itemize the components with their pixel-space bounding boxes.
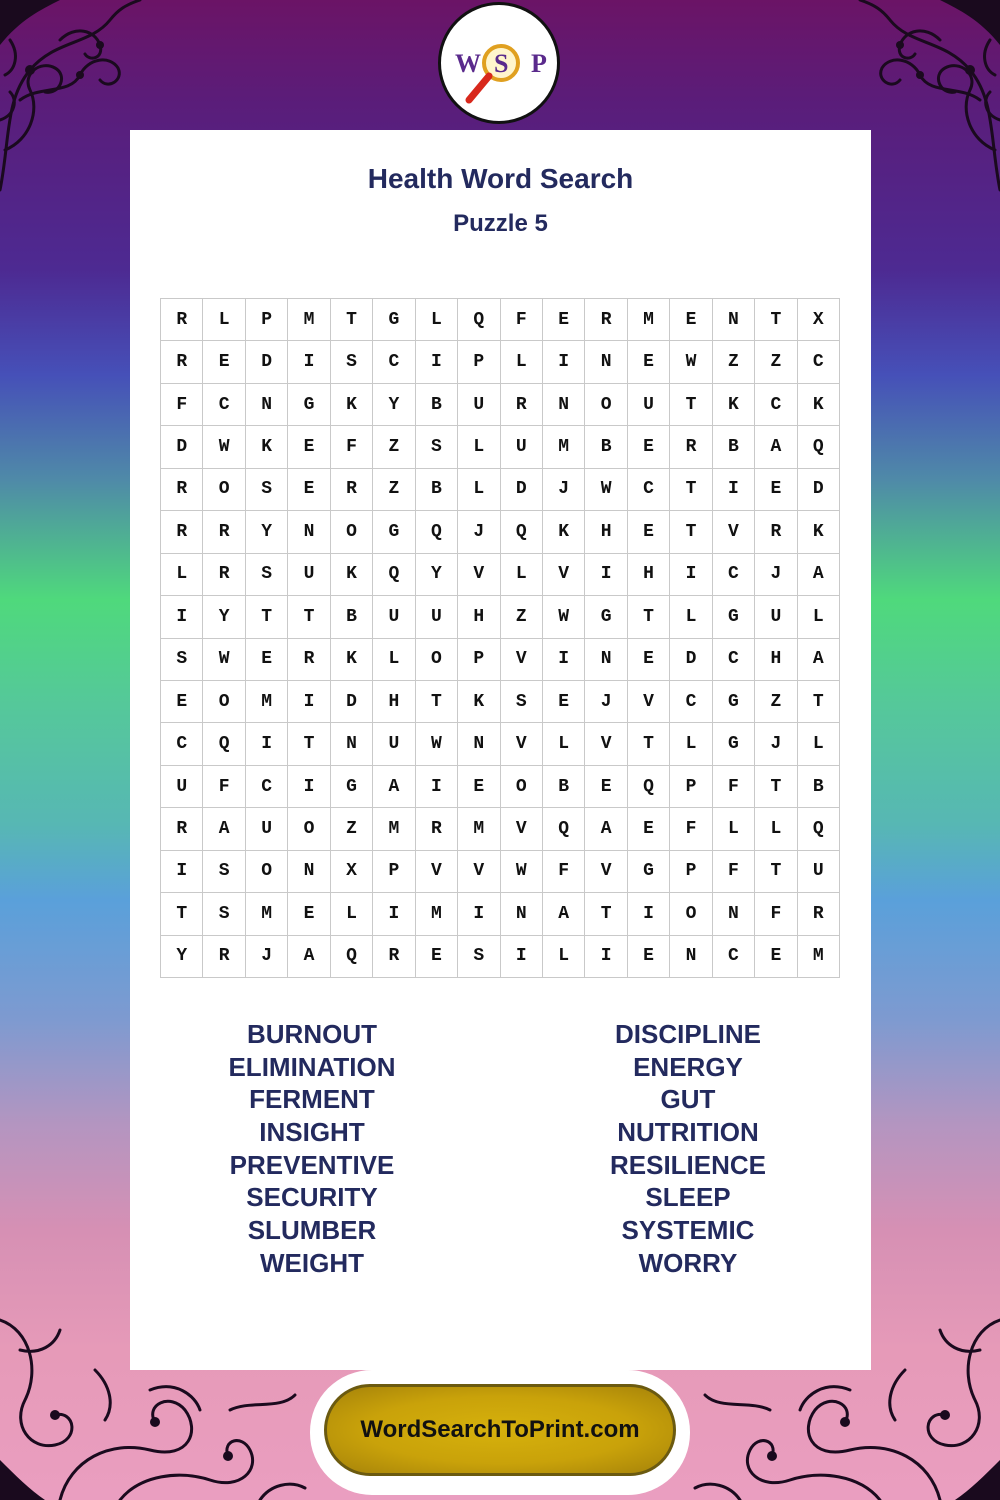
grid-cell[interactable]: S <box>458 936 500 978</box>
grid-cell[interactable]: K <box>798 511 840 553</box>
grid-cell[interactable]: Z <box>755 681 797 723</box>
grid-cell[interactable]: D <box>670 639 712 681</box>
grid-cell[interactable]: I <box>585 554 627 596</box>
grid-cell[interactable]: Z <box>331 808 373 850</box>
grid-cell[interactable]: Q <box>416 511 458 553</box>
grid-cell[interactable]: A <box>755 426 797 468</box>
word-list-item: PREVENTIVE <box>229 1149 395 1180</box>
word-list-item: ELIMINATION <box>228 1051 396 1082</box>
grid-cell[interactable]: K <box>331 554 373 596</box>
grid-cell[interactable]: R <box>161 511 203 553</box>
grid-cell[interactable]: R <box>203 511 245 553</box>
grid-cell[interactable]: E <box>543 299 585 341</box>
grid-cell[interactable]: R <box>203 936 245 978</box>
grid-cell[interactable]: J <box>755 554 797 596</box>
grid-cell[interactable]: T <box>628 723 670 765</box>
grid-cell[interactable]: E <box>628 511 670 553</box>
grid-cell[interactable]: E <box>543 681 585 723</box>
grid-cell[interactable]: O <box>670 893 712 935</box>
grid-cell[interactable]: N <box>288 851 330 893</box>
grid-cell[interactable]: O <box>246 851 288 893</box>
grid-cell[interactable]: L <box>755 808 797 850</box>
grid-cell[interactable]: G <box>713 723 755 765</box>
grid-cell[interactable]: T <box>670 511 712 553</box>
grid-cell[interactable]: W <box>203 639 245 681</box>
grid-cell[interactable]: W <box>585 469 627 511</box>
grid-cell[interactable]: V <box>501 808 543 850</box>
grid-cell[interactable]: V <box>713 511 755 553</box>
grid-cell[interactable]: Q <box>628 766 670 808</box>
word-list-item: SECURITY <box>246 1182 378 1213</box>
word-list-item: GUT <box>660 1084 716 1115</box>
grid-cell[interactable]: U <box>798 851 840 893</box>
grid-cell[interactable]: I <box>373 893 415 935</box>
grid-cell[interactable]: N <box>501 893 543 935</box>
grid-cell[interactable]: T <box>288 723 330 765</box>
grid-cell[interactable]: T <box>755 851 797 893</box>
grid-cell[interactable]: M <box>628 299 670 341</box>
grid-cell[interactable]: J <box>246 936 288 978</box>
word-list-right <box>503 1018 873 1280</box>
grid-cell[interactable]: J <box>543 469 585 511</box>
grid-cell[interactable]: G <box>373 299 415 341</box>
grid-cell[interactable]: F <box>670 808 712 850</box>
grid-cell[interactable]: R <box>161 299 203 341</box>
grid-cell[interactable]: U <box>373 596 415 638</box>
grid-cell[interactable]: J <box>585 681 627 723</box>
grid-cell[interactable]: L <box>501 341 543 383</box>
grid-cell[interactable]: A <box>288 936 330 978</box>
grid-cell[interactable]: A <box>203 808 245 850</box>
grid-cell[interactable]: Q <box>798 808 840 850</box>
puzzle-title: Health Word Search <box>367 163 634 194</box>
grid-cell[interactable]: K <box>543 511 585 553</box>
grid-cell[interactable]: D <box>246 341 288 383</box>
grid-cell[interactable]: K <box>331 384 373 426</box>
grid-cell[interactable]: J <box>458 511 500 553</box>
grid-cell[interactable]: E <box>628 808 670 850</box>
grid-cell[interactable]: L <box>458 469 500 511</box>
grid-cell[interactable]: G <box>331 766 373 808</box>
grid-cell[interactable]: R <box>161 341 203 383</box>
grid-cell[interactable]: A <box>585 808 627 850</box>
grid-cell[interactable]: I <box>161 596 203 638</box>
grid-cell[interactable]: L <box>798 723 840 765</box>
grid-cell[interactable]: Q <box>203 723 245 765</box>
grid-cell[interactable]: E <box>755 469 797 511</box>
grid-cell[interactable]: I <box>416 341 458 383</box>
grid-cell[interactable]: M <box>798 936 840 978</box>
grid-cell[interactable]: E <box>458 766 500 808</box>
grid-cell[interactable]: L <box>458 426 500 468</box>
word-list-item: INSIGHT <box>259 1117 365 1148</box>
grid-cell[interactable]: I <box>543 639 585 681</box>
grid-cell[interactable]: C <box>161 723 203 765</box>
grid-cell[interactable]: C <box>670 681 712 723</box>
grid-cell[interactable]: T <box>755 766 797 808</box>
grid-cell[interactable]: V <box>416 851 458 893</box>
grid-cell[interactable]: T <box>628 596 670 638</box>
grid-cell[interactable]: B <box>713 426 755 468</box>
grid-cell[interactable]: L <box>713 808 755 850</box>
grid-cell[interactable]: P <box>458 639 500 681</box>
grid-cell[interactable]: L <box>670 723 712 765</box>
grid-cell[interactable]: B <box>331 596 373 638</box>
grid-cell[interactable]: Z <box>373 469 415 511</box>
grid-cell[interactable]: Q <box>331 936 373 978</box>
grid-cell[interactable]: P <box>670 851 712 893</box>
grid-cell[interactable]: R <box>203 554 245 596</box>
grid-cell[interactable]: U <box>755 596 797 638</box>
grid-cell[interactable]: O <box>585 384 627 426</box>
grid-cell[interactable]: M <box>543 426 585 468</box>
grid-cell[interactable]: N <box>543 384 585 426</box>
grid-cell[interactable]: M <box>458 808 500 850</box>
grid-cell[interactable]: Y <box>416 554 458 596</box>
grid-cell[interactable]: K <box>458 681 500 723</box>
grid-cell[interactable]: Q <box>543 808 585 850</box>
grid-cell[interactable]: E <box>288 469 330 511</box>
grid-cell[interactable]: F <box>713 766 755 808</box>
grid-cell[interactable]: L <box>373 639 415 681</box>
grid-cell[interactable]: R <box>416 808 458 850</box>
word-list-item: NUTRITION <box>617 1117 759 1148</box>
grid-cell[interactable]: P <box>458 341 500 383</box>
grid-cell[interactable]: F <box>161 384 203 426</box>
grid-cell[interactable]: L <box>501 554 543 596</box>
grid-cell[interactable]: D <box>798 469 840 511</box>
grid-cell[interactable]: L <box>203 299 245 341</box>
grid-cell[interactable]: E <box>288 893 330 935</box>
grid-cell[interactable]: L <box>798 596 840 638</box>
grid-cell[interactable]: T <box>670 384 712 426</box>
grid-cell[interactable]: H <box>628 554 670 596</box>
grid-cell[interactable]: I <box>246 723 288 765</box>
grid-cell[interactable]: B <box>416 384 458 426</box>
logo-letter-w: W <box>455 49 481 78</box>
grid-cell[interactable]: U <box>288 554 330 596</box>
grid-cell[interactable]: W <box>543 596 585 638</box>
grid-cell[interactable]: N <box>585 341 627 383</box>
site-logo[interactable] <box>438 2 560 124</box>
grid-cell[interactable]: H <box>373 681 415 723</box>
grid-cell[interactable]: P <box>373 851 415 893</box>
grid-cell[interactable]: Q <box>501 511 543 553</box>
grid-cell[interactable]: V <box>501 723 543 765</box>
word-list-item: SYSTEMIC <box>621 1215 755 1246</box>
grid-cell[interactable]: D <box>501 469 543 511</box>
grid-cell[interactable]: R <box>670 426 712 468</box>
grid-cell[interactable]: G <box>628 851 670 893</box>
grid-cell[interactable]: R <box>161 469 203 511</box>
puzzle-subtitle: Puzzle 5 <box>453 210 548 237</box>
grid-cell[interactable]: I <box>501 936 543 978</box>
word-list-item: WEIGHT <box>260 1247 364 1278</box>
grid-cell[interactable]: I <box>628 893 670 935</box>
grid-cell[interactable]: G <box>713 681 755 723</box>
grid-cell[interactable]: G <box>288 384 330 426</box>
grid-cell[interactable]: E <box>755 936 797 978</box>
grid-cell[interactable]: U <box>161 766 203 808</box>
grid-cell[interactable]: C <box>628 469 670 511</box>
grid-cell[interactable]: O <box>416 639 458 681</box>
grid-cell[interactable]: F <box>203 766 245 808</box>
grid-cell[interactable]: H <box>755 639 797 681</box>
grid-cell[interactable]: L <box>670 596 712 638</box>
grid-cell[interactable]: L <box>331 893 373 935</box>
grid-cell[interactable]: F <box>755 893 797 935</box>
grid-cell[interactable]: S <box>161 639 203 681</box>
grid-cell[interactable]: N <box>585 639 627 681</box>
grid-cell[interactable]: O <box>331 511 373 553</box>
grid-cell[interactable]: B <box>543 766 585 808</box>
grid-cell[interactable]: D <box>331 681 373 723</box>
grid-cell[interactable]: S <box>246 469 288 511</box>
footer-oval <box>310 1370 690 1495</box>
grid-cell[interactable]: L <box>416 299 458 341</box>
grid-cell[interactable]: T <box>331 299 373 341</box>
word-list-item: FERMENT <box>249 1084 375 1115</box>
word-list-item: WORRY <box>638 1247 738 1278</box>
grid-cell[interactable]: U <box>628 384 670 426</box>
corner-ornament-top-left <box>0 0 150 200</box>
grid-cell[interactable]: B <box>798 766 840 808</box>
grid-cell[interactable]: E <box>203 341 245 383</box>
grid-cell[interactable]: N <box>670 936 712 978</box>
puzzle-card <box>130 130 871 1370</box>
grid-cell[interactable]: I <box>713 469 755 511</box>
grid-cell[interactable]: R <box>331 469 373 511</box>
grid-cell[interactable]: I <box>416 766 458 808</box>
grid-cell[interactable]: I <box>288 766 330 808</box>
grid-cell[interactable]: X <box>798 299 840 341</box>
grid-cell[interactable]: I <box>288 341 330 383</box>
grid-cell[interactable]: S <box>331 341 373 383</box>
grid-cell[interactable]: T <box>670 469 712 511</box>
grid-cell[interactable]: N <box>246 384 288 426</box>
grid-cell[interactable]: J <box>755 723 797 765</box>
grid-cell[interactable]: L <box>161 554 203 596</box>
grid-cell[interactable]: V <box>458 554 500 596</box>
grid-cell[interactable]: U <box>501 426 543 468</box>
grid-cell[interactable]: T <box>798 681 840 723</box>
grid-cell[interactable]: Z <box>713 341 755 383</box>
grid-cell[interactable]: A <box>543 893 585 935</box>
grid-cell[interactable]: E <box>585 766 627 808</box>
grid-cell[interactable]: F <box>501 299 543 341</box>
grid-cell[interactable]: T <box>246 596 288 638</box>
grid-cell[interactable]: R <box>161 808 203 850</box>
grid-cell[interactable]: K <box>246 426 288 468</box>
grid-cell[interactable]: F <box>543 851 585 893</box>
grid-cell[interactable]: Z <box>373 426 415 468</box>
grid-cell[interactable]: Y <box>203 596 245 638</box>
grid-cell[interactable]: R <box>373 936 415 978</box>
grid-cell[interactable]: R <box>585 299 627 341</box>
grid-cell[interactable]: C <box>798 341 840 383</box>
grid-cell[interactable]: S <box>203 851 245 893</box>
grid-cell[interactable]: Q <box>458 299 500 341</box>
grid-cell[interactable]: I <box>458 893 500 935</box>
grid-cell[interactable]: E <box>288 426 330 468</box>
grid-cell[interactable]: Z <box>501 596 543 638</box>
grid-cell[interactable]: N <box>713 893 755 935</box>
grid-cell[interactable]: V <box>501 639 543 681</box>
grid-cell[interactable]: C <box>713 554 755 596</box>
grid-cell[interactable]: E <box>246 639 288 681</box>
site-link-label: WordSearchToPrint.com <box>360 1416 640 1443</box>
grid-cell[interactable]: P <box>246 299 288 341</box>
grid-cell[interactable]: E <box>670 299 712 341</box>
word-list-item: SLEEP <box>645 1182 731 1213</box>
grid-cell[interactable]: M <box>246 681 288 723</box>
grid-cell[interactable]: M <box>373 808 415 850</box>
letter-grid[interactable] <box>160 298 840 978</box>
grid-cell[interactable]: I <box>543 341 585 383</box>
grid-cell[interactable]: T <box>585 893 627 935</box>
grid-cell[interactable]: B <box>416 469 458 511</box>
grid-cell[interactable]: U <box>416 596 458 638</box>
word-list-item: ENERGY <box>633 1051 743 1082</box>
grid-cell[interactable]: T <box>288 596 330 638</box>
grid-cell[interactable]: W <box>670 341 712 383</box>
grid-cell[interactable]: E <box>628 639 670 681</box>
grid-cell[interactable]: E <box>628 341 670 383</box>
grid-cell[interactable]: P <box>670 766 712 808</box>
grid-cell[interactable]: I <box>161 851 203 893</box>
grid-cell[interactable]: V <box>585 851 627 893</box>
grid-cell[interactable]: I <box>585 936 627 978</box>
grid-cell[interactable]: Y <box>161 936 203 978</box>
grid-cell[interactable]: W <box>203 426 245 468</box>
grid-cell[interactable]: C <box>713 639 755 681</box>
grid-cell[interactable]: N <box>713 299 755 341</box>
grid-cell[interactable]: G <box>713 596 755 638</box>
grid-cell[interactable]: F <box>713 851 755 893</box>
grid-cell[interactable]: M <box>416 893 458 935</box>
grid-cell[interactable]: Q <box>373 554 415 596</box>
grid-cell[interactable]: W <box>501 851 543 893</box>
word-list-item: RESILIENCE <box>609 1149 767 1180</box>
logo-letter-p: P <box>531 49 547 78</box>
grid-cell[interactable]: N <box>331 723 373 765</box>
grid-cell[interactable]: O <box>288 808 330 850</box>
grid-cell[interactable]: H <box>585 511 627 553</box>
grid-cell[interactable]: S <box>246 554 288 596</box>
grid-cell[interactable]: T <box>161 893 203 935</box>
grid-cell[interactable]: L <box>543 936 585 978</box>
grid-cell[interactable]: O <box>203 681 245 723</box>
grid-cell[interactable]: H <box>458 596 500 638</box>
grid-cell[interactable]: Y <box>373 384 415 426</box>
grid-cell[interactable]: E <box>161 681 203 723</box>
grid-cell[interactable]: S <box>501 681 543 723</box>
grid-cell[interactable]: A <box>798 639 840 681</box>
grid-cell[interactable]: E <box>628 936 670 978</box>
grid-cell[interactable]: V <box>628 681 670 723</box>
grid-cell[interactable]: T <box>755 299 797 341</box>
grid-cell[interactable]: G <box>373 511 415 553</box>
grid-cell[interactable]: E <box>628 426 670 468</box>
grid-cell[interactable]: D <box>161 426 203 468</box>
grid-cell[interactable]: T <box>416 681 458 723</box>
grid-cell[interactable]: M <box>288 299 330 341</box>
grid-cell[interactable]: X <box>331 851 373 893</box>
grid-cell[interactable]: U <box>458 384 500 426</box>
grid-cell[interactable]: R <box>798 893 840 935</box>
grid-cell[interactable]: C <box>755 384 797 426</box>
grid-cell[interactable]: V <box>585 723 627 765</box>
grid-cell[interactable]: G <box>585 596 627 638</box>
grid-cell[interactable]: R <box>288 639 330 681</box>
grid-cell[interactable]: C <box>203 384 245 426</box>
grid-cell[interactable]: E <box>416 936 458 978</box>
logo-letter-s: S <box>494 49 509 78</box>
grid-cell[interactable]: K <box>798 384 840 426</box>
grid-cell[interactable]: R <box>755 511 797 553</box>
grid-cell[interactable]: F <box>331 426 373 468</box>
grid-cell[interactable]: N <box>458 723 500 765</box>
grid-cell[interactable]: A <box>798 554 840 596</box>
grid-cell[interactable]: C <box>373 341 415 383</box>
site-link-button[interactable] <box>324 1384 676 1476</box>
grid-cell[interactable]: V <box>543 554 585 596</box>
word-list-left <box>127 1018 497 1280</box>
grid-cell[interactable]: U <box>373 723 415 765</box>
grid-cell[interactable]: A <box>373 766 415 808</box>
grid-cell[interactable]: S <box>203 893 245 935</box>
corner-ornament-top-right <box>850 0 1000 200</box>
grid-cell[interactable]: O <box>203 469 245 511</box>
grid-cell[interactable]: B <box>585 426 627 468</box>
grid-cell[interactable]: I <box>288 681 330 723</box>
grid-cell[interactable]: W <box>416 723 458 765</box>
grid-cell[interactable]: M <box>246 893 288 935</box>
grid-cell[interactable]: C <box>246 766 288 808</box>
grid-cell[interactable]: R <box>501 384 543 426</box>
grid-cell[interactable]: U <box>246 808 288 850</box>
grid-cell[interactable]: Q <box>798 426 840 468</box>
grid-cell[interactable]: Z <box>755 341 797 383</box>
grid-cell[interactable]: L <box>543 723 585 765</box>
word-list-item: BURNOUT <box>247 1019 377 1049</box>
grid-cell[interactable]: K <box>331 639 373 681</box>
grid-cell[interactable]: O <box>501 766 543 808</box>
grid-cell[interactable]: K <box>713 384 755 426</box>
word-list-item: DISCIPLINE <box>615 1019 761 1049</box>
grid-cell[interactable]: Y <box>246 511 288 553</box>
grid-cell[interactable]: C <box>713 936 755 978</box>
grid-cell[interactable]: V <box>458 851 500 893</box>
grid-cell[interactable]: I <box>670 554 712 596</box>
grid-cell[interactable]: N <box>288 511 330 553</box>
word-list-item: SLUMBER <box>247 1215 377 1246</box>
grid-cell[interactable]: S <box>416 426 458 468</box>
